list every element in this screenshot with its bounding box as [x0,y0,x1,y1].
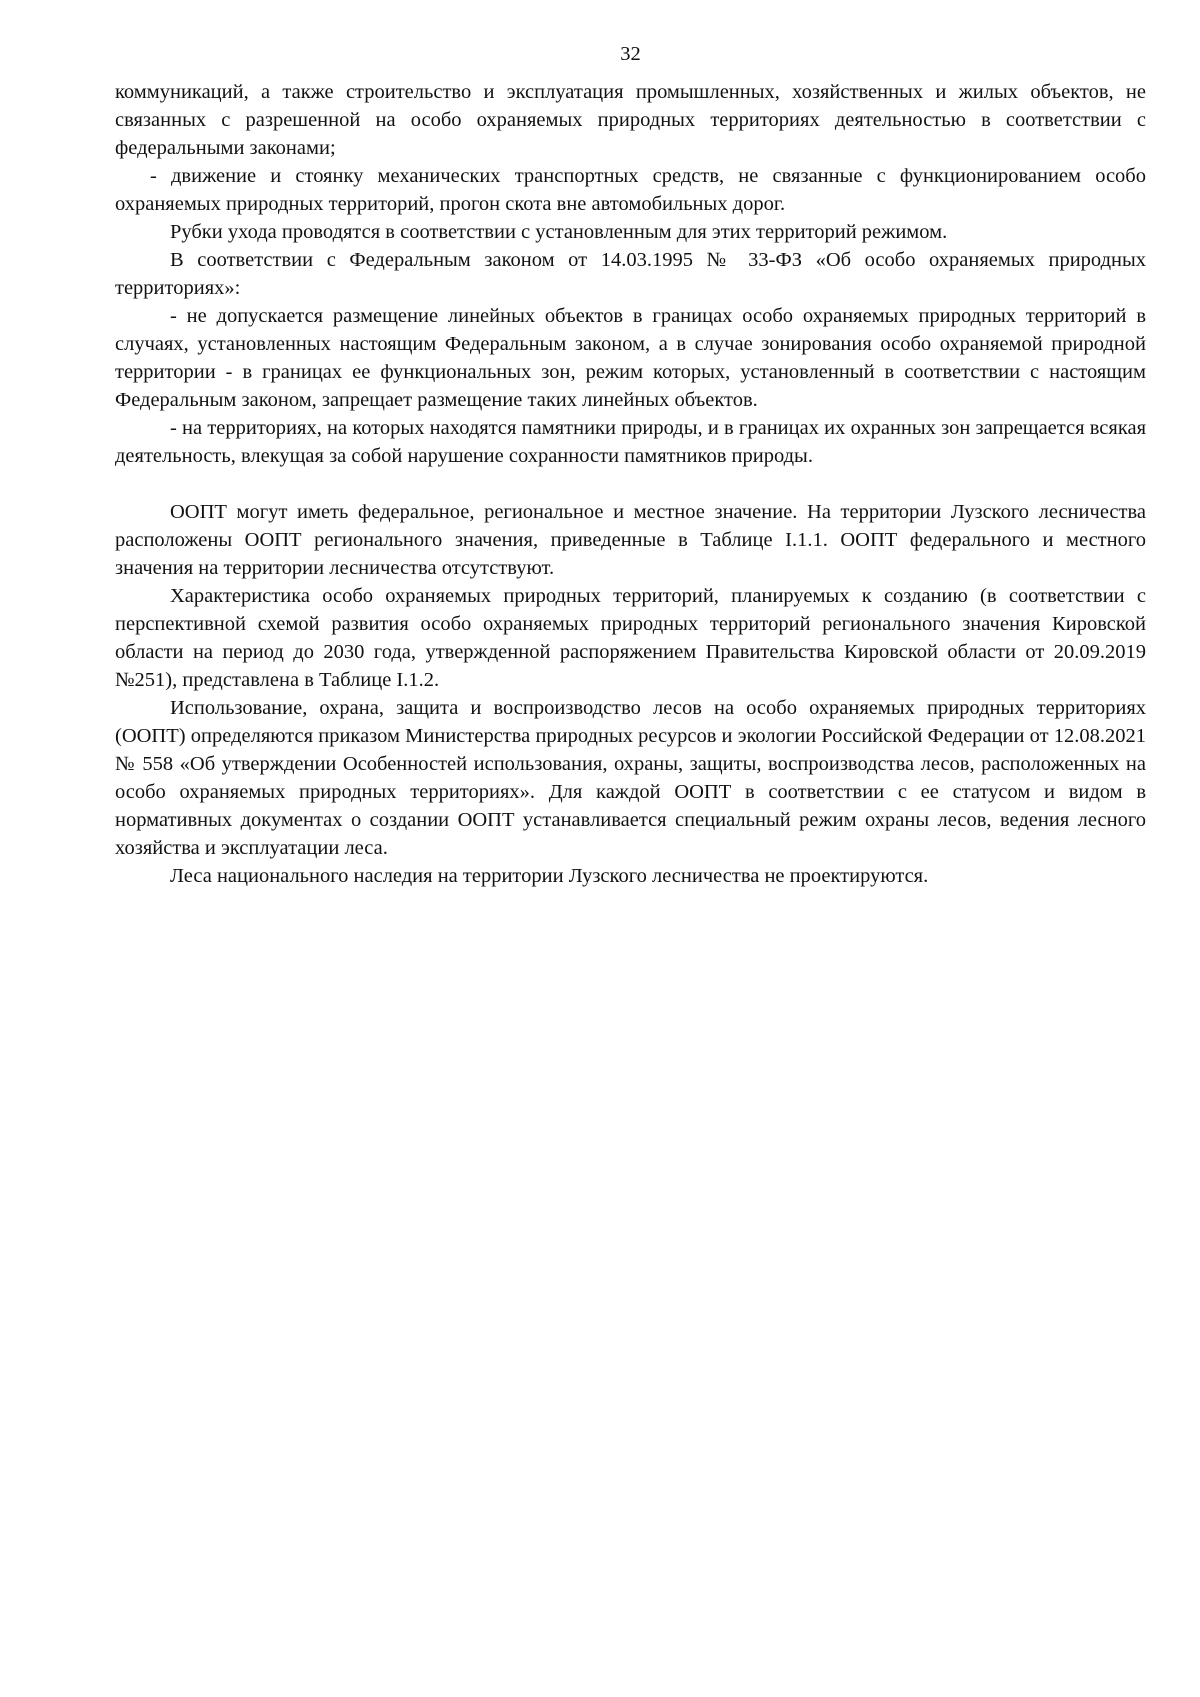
paragraph-planned-oopt: Характеристика особо охраняемых природных территорий, планируемых к созданию (в соответствии с перспективной схемой развития особо охраняемых природных территорий регионального значения Кировской области на период до 2030 года, утвержденной распоряжением Правительства Кировской области от 20.09.2019 №251), представлена в Таблице I.1.2. [115,585,1146,691]
paragraph-national-heritage: Леса национального наследия на территории Лузского лесничества не проектируются. [170,865,929,887]
paragraph-nature-monuments: - на территориях, на которых находятся памятники природы, и в границах их охранных зон запрещается всякая деятельность, влекущая за собой нарушение сохранности памятников природы. [115,417,1146,467]
paragraph-thinning: Рубки ухода проводятся в соответствии с установленным для этих территорий режимом. [170,221,948,243]
paragraph-linear-objects: - не допускается размещение линейных объектов в границах особо охраняемых природных территорий в случаях, установленных настоящим Федеральным законом, а в случае зонирования особо охраняемой природной территории - в границах ее функциональных зон, режим которых, установленный в соответствии с настоящим Федеральным законом, запрещает размещение таких линейных объектов. [115,305,1146,411]
paragraph-oopt-significance: ООПТ могут иметь федеральное, региональное и местное значение. На территории Лузского лесничества расположены ООПТ регионального значения, приведенные в Таблице I.1.1. ООПТ федерального и местного значения на территории лесничества отсутствуют. [115,501,1146,579]
document-page [115,0,1146,890]
paragraph-federal-law: В соответствии с Федеральным законом от 14.03.1995 № 33-ФЗ «Об особо охраняемых природных территориях»: [115,249,1146,299]
page-number: 32 [620,43,641,65]
paragraph-continuation: коммуникаций, а также строительство и эксплуатация промышленных, хозяйственных и жилых объектов, не связанных с разрешенной на особо охраняемых природных территориях деятельностью в соответствии с федеральными законами; [115,81,1146,159]
paragraph-vehicles: - движение и стоянку механических транспортных средств, не связанные с функционированием особо охраняемых природных территорий, прогон скота вне автомобильных дорог. [115,165,1146,215]
paragraph-forest-use: Использование, охрана, защита и воспроизводство лесов на особо охраняемых природных территориях (ООПТ) определяются приказом Министерства природных ресурсов и экологии Российской Федерации от 12.08.2021 № 558 «Об утверждении Особенностей использования, охраны, защиты, воспроизводства лесов, расположенных на особо охраняемых природных территориях». Для каждой ООПТ в соответствии с ее статусом и видом в нормативных документах о создании ООПТ устанавливается специальный режим охраны лесов, ведения лесного хозяйства и эксплуатации леса. [115,697,1146,859]
